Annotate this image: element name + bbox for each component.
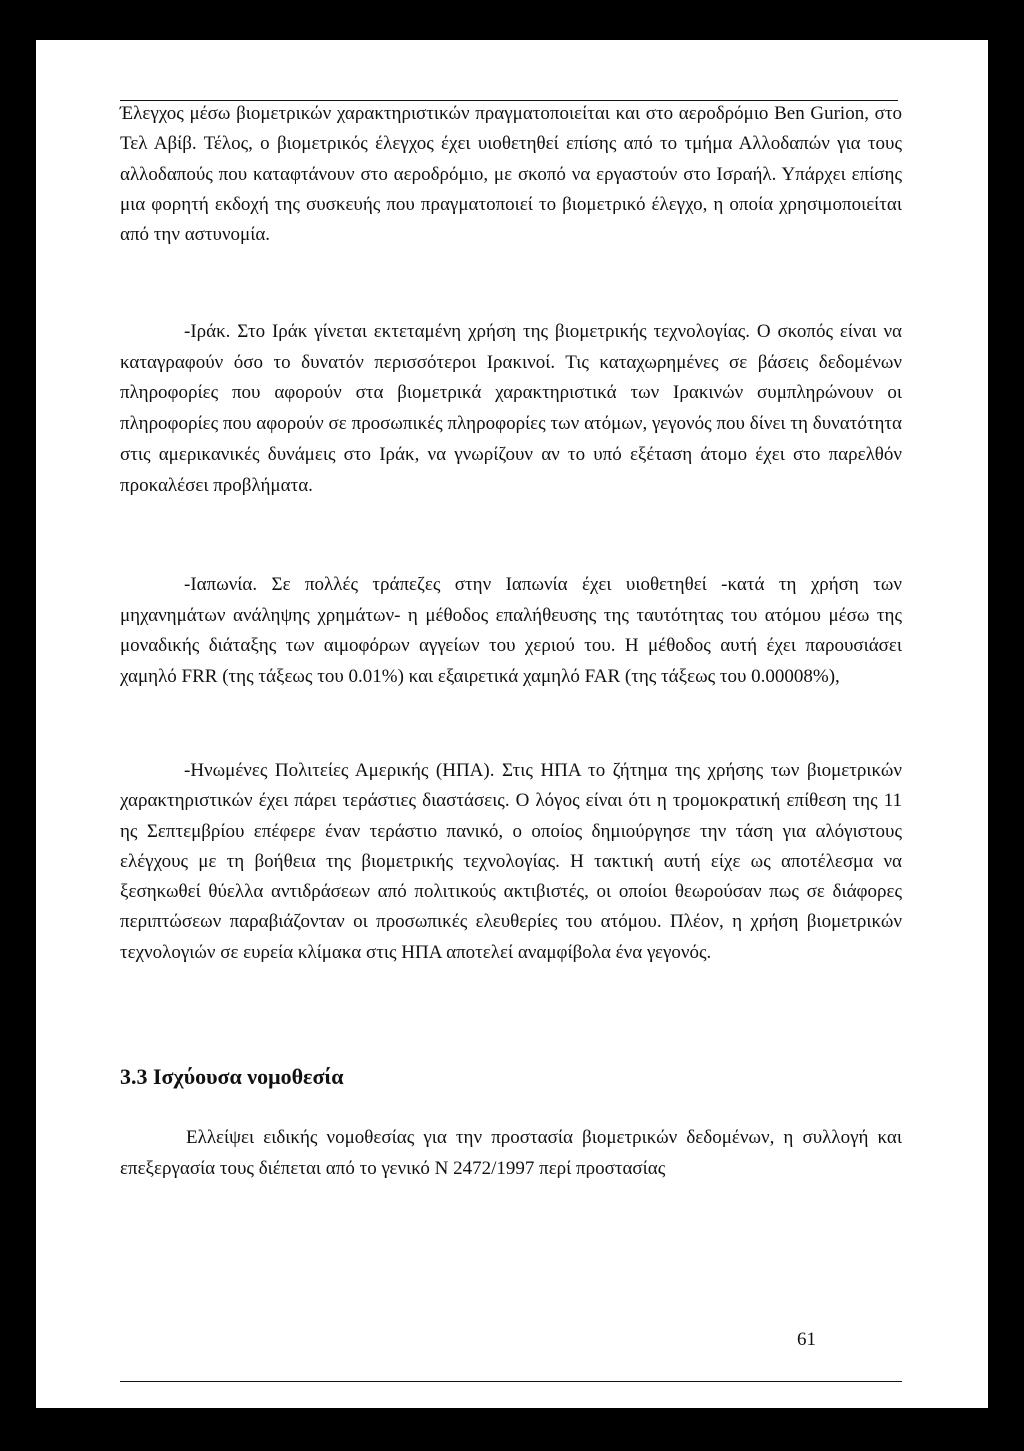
paragraph-japan: -Ιαπωνία. Σε πολλές τράπεζες στην Ιαπωνία έχει υιοθετηθεί -κατά τη χρήση των μηχανημάτων ανάληψης χρημάτων- η μέθοδος επαλήθευσης της ταυτότητας του ατόμου μέσω της μοναδικής διάταξης των αιμοφόρων αγγείων του χεριού του. Η μέθοδος αυτή έχει παρουσιάσει χαμηλό FRR (της τάξεως του 0.01%) και εξαιρετικά χαμηλό FAR (της τάξεως του 0.00008%), — [120, 574, 902, 687]
paragraph-israel: Έλεγχος μέσω βιομετρικών χαρακτηριστικών πραγματοποιείται και στο αεροδρόμιο Ben Gurion, στο Τελ Αβίβ. Τέλος, ο βιομετρικός έλεγχος έχει υιοθετηθεί επίσης από το τμήμα Αλλοδαπών για τους αλλοδαπούς που καταφτάνουν στο αεροδρόμιο, με σκοπό να εργαστούν στο Ισραήλ. Υπάρχει επίσης μια φορητή εκδοχή της συσκευής που πραγματοποιεί το βιομετρικό έλεγχο, η οποία χρησιμοποιείται από την αστυνομία. — [120, 103, 902, 246]
section-heading: 3.3 Ισχύουσα νομοθεσία — [120, 1064, 344, 1089]
paragraph-usa: -Ηνωμένες Πολιτείες Αμερικής (ΗΠΑ). Στις ΗΠΑ το ζήτημα της χρήσης των βιομετρικών χαρακτηριστικών έχει πάρει τεράστιες διαστάσεις. Ο λόγος είναι ότι η τρομοκρατική επίθεση της 11 ης Σεπτεμβρίου επέφερε έναν τεράστιο πανικό, ο οποίος δημιούργησε την τάση για αλόγιστους ελέγχους με τη βοήθεια της βιομετρικής τεχνολογίας. Η τακτική αυτή είχε ως αποτέλεσμα να ξεσηκωθεί θύελλα αντιδράσεων από πολιτικούς ακτιβιστές, οι οποίοι θεωρούσαν πως σε διάφορες περιπτώσεων παραβιάζονταν οι προσωπικές ελευθερίες του ατόμου. Πλέον, η χρήση βιομετρικών τεχνολογιών σε ευρεία κλίμακα στις ΗΠΑ αποτελεί αναμφίβολα ένα γεγονός. — [120, 760, 902, 963]
paragraph-iraq: -Ιράκ. Στο Ιράκ γίνεται εκτεταμένη χρήση της βιομετρικής τεχνολογίας. Ο σκοπός είναι να καταγραφούν όσο το δυνατόν περισσότεροι Ιρακινοί. Τις καταχωρημένες σε βάσεις δεδομένων πληροφορίες που αφορούν στα βιομετρικά χαρακτηριστικά των Ιρακινών συμπληρώνουν οι πληροφορίες που αφορούν σε προσωπικές πληροφορίες των ατόμων, γεγονός που δίνει τη δυνατότητα στις αμερικανικές δυνάμεις στο Ιράκ, να γνωρίζουν αν το υπό εξέταση άτομο έχει στο παρελθόν προκαλέσει προβλήματα. — [120, 321, 902, 496]
footer-rule — [120, 1381, 902, 1382]
document-page — [36, 40, 988, 1408]
page-number: 61 — [797, 1329, 816, 1350]
paragraph-legislation: Ελλείψει ειδικής νομοθεσίας για την προστασία βιομετρικών δεδομένων, η συλλογή και επεξεργασία τους διέπεται από το γενικό Ν 2472/1997 περί προστασίας — [120, 1127, 902, 1179]
